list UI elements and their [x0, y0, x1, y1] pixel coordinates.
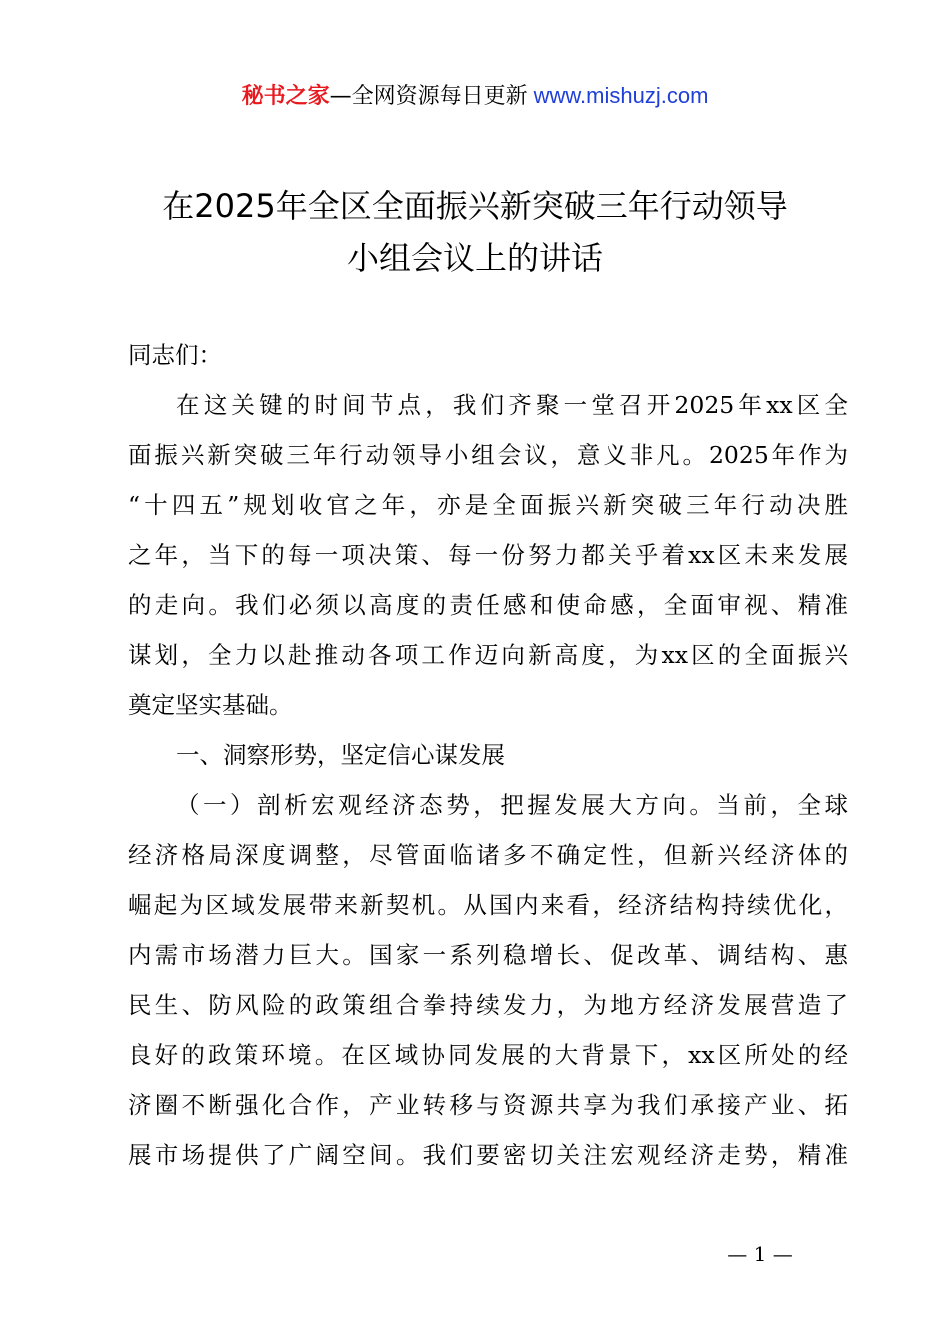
site-brand: 秘书之家 — [241, 84, 330, 109]
paragraph-line: （一）剖析宏观经济态势，把握发展大方向。当前，全球 — [176, 791, 848, 819]
paragraph-line: 展市场提供了广阔空间。我们要密切关注宏观经济走势，精准 — [128, 1141, 848, 1169]
paragraph-line: 民生、防风险的政策组合拳持续发力，为地方经济发展营造了 — [128, 991, 848, 1019]
page-number: — 1 — — [727, 1242, 793, 1266]
section-1-1-paragraph — [128, 780, 848, 1180]
site-banner — [0, 80, 950, 113]
document-title — [110, 180, 840, 284]
paragraph-line: 崛起为区域发展带来新契机。从国内来看，经济结构持续优化， — [128, 891, 848, 919]
paragraph-line: 之年，当下的每一项决策、每一份努力都关乎着xx区未来发展 — [128, 541, 848, 569]
paragraph-line: “十四五”规划收官之年，亦是全面振兴新突破三年行动决胜 — [128, 491, 848, 519]
paragraph-line: 济圈不断强化合作，产业转移与资源共享为我们承接产业、拓 — [128, 1091, 848, 1119]
section-heading: 一、洞察形势，坚定信心谋发展 — [176, 741, 505, 769]
paragraph-line: 在这关键的时间节点，我们齐聚一堂召开2025年xx区全 — [176, 391, 848, 419]
paragraph-line: 内需市场潜力巨大。国家一系列稳增长、促改革、调结构、惠 — [128, 941, 848, 969]
site-tagline: —全网资源每日更新 — [329, 84, 528, 109]
paragraph-line: 经济格局深度调整，尽管面临诸多不确定性，但新兴经济体的 — [128, 841, 848, 869]
title-line-1: 在2025年全区全面振兴新突破三年行动领导 — [162, 187, 788, 225]
paragraph-line: 的走向。我们必须以高度的责任感和使命感，全面审视、精准 — [128, 591, 848, 619]
salutation: 同志们： — [128, 341, 222, 369]
paragraph-line: 奠定坚实基础。 — [128, 691, 293, 719]
site-url-link[interactable]: www.mishuzj.com — [533, 83, 709, 108]
paragraph-line: 良好的政策环境。在区域协同发展的大背景下，xx区所处的经 — [128, 1041, 848, 1069]
intro-paragraph — [128, 380, 848, 730]
paragraph-line: 谋划，全力以赴推动各项工作迈向新高度，为xx区的全面振兴 — [128, 641, 848, 669]
document-body — [128, 330, 848, 1180]
title-line-2: 小组会议上的讲话 — [346, 239, 603, 277]
paragraph-line: 面振兴新突破三年行动领导小组会议，意义非凡。2025年作为 — [128, 441, 848, 469]
